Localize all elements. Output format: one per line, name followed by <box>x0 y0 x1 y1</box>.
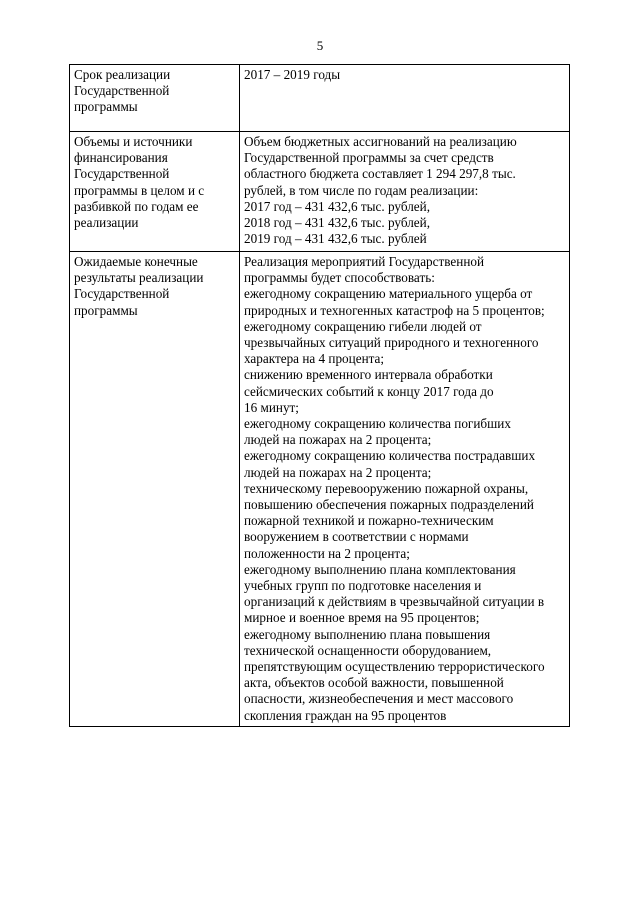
content-line: Государственной программы за счет средств <box>244 150 494 166</box>
label-line: Ожидаемые конечные <box>74 254 198 269</box>
content-line: 2017 – 2019 годы <box>244 67 341 82</box>
content-line: областного бюджета составляет 1 294 297,8 тыс. <box>244 166 516 182</box>
content-line: ежегодному выполнению плана повышения <box>244 626 491 642</box>
table-row <box>70 132 570 252</box>
content-line: опасности, жизнеобеспечения и мест массового <box>244 691 514 707</box>
content-line: технической оснащенности оборудованием, <box>244 642 492 658</box>
content-line: ежегодному сокращению количества погибших <box>244 416 511 432</box>
label-line: Срок реализации <box>74 67 171 82</box>
content-line: характера на 4 процента; <box>244 351 385 367</box>
row-label-cell <box>70 132 240 252</box>
content-line: положенности на 2 процента; <box>244 545 410 561</box>
content-line: препятствующим осуществлению террористического <box>244 659 545 675</box>
table-row <box>70 65 570 132</box>
label-line: программы <box>74 99 138 115</box>
content-line: людей на пожарах на 2 процента; <box>244 432 432 448</box>
label-line: Государственной <box>74 83 170 99</box>
label-line: программы в целом и с <box>74 182 205 198</box>
row-content-cell <box>240 65 570 132</box>
content-line: программы будет способствовать: <box>244 270 435 286</box>
label-line: реализации <box>74 215 139 231</box>
label-line: Объемы и источники <box>74 134 193 149</box>
content-line: мирное и военное время на 95 процентов; <box>244 610 480 626</box>
label-line: разбивкой по годам ее <box>74 198 199 214</box>
row-label-cell <box>70 65 240 132</box>
content-line: природных и техногенных катастроф на 5 процентов; <box>244 302 545 318</box>
content-line: ежегодному сокращению количества пострадавших <box>244 448 536 464</box>
content-line: пожарной техникой и пожарно-техническим <box>244 513 494 529</box>
row-content-cell <box>240 252 570 727</box>
content-line: сейсмических событий к концу 2017 года до <box>244 383 494 399</box>
content-line: учебных групп по подготовке населения и <box>244 578 482 594</box>
table-row <box>70 252 570 727</box>
label-line: финансирования <box>74 150 168 166</box>
content-line: Реализация мероприятий Государственной <box>244 254 485 269</box>
label-line: результаты реализации <box>74 270 204 286</box>
content-line: повышению обеспечения пожарных подразделений <box>244 497 534 513</box>
content-line: снижению временного интервала обработки <box>244 367 493 383</box>
content-line: организаций к действиям в чрезвычайной ситуации в <box>244 594 545 610</box>
content-line: скопления граждан на 95 процентов <box>244 707 447 723</box>
label-line: программы <box>74 302 138 318</box>
label-line: Государственной <box>74 286 170 302</box>
content-line: вооружением в соответствии с нормами <box>244 529 469 545</box>
label-line: Государственной <box>74 166 170 182</box>
content-line: 2019 год – 431 432,6 тыс. рублей <box>244 231 427 247</box>
page-number: 5 <box>316 38 324 53</box>
content-line: ежегодному сокращению гибели людей от <box>244 318 482 334</box>
content-line: рублей, в том числе по годам реализации: <box>244 182 479 198</box>
content-line: ежегодному сокращению материального ущерба от <box>244 286 533 302</box>
content-line: людей на пожарах на 2 процента; <box>244 464 432 480</box>
content-line: техническому перевооружению пожарной охраны, <box>244 480 529 496</box>
row-content-cell <box>240 132 570 252</box>
content-line: Объем бюджетных ассигнований на реализацию <box>244 134 517 149</box>
content-line: чрезвычайных ситуаций природного и техногенного <box>244 335 539 351</box>
content-line: акта, объектов особой важности, повышенной <box>244 675 504 691</box>
content-line: 16 минут; <box>244 399 299 415</box>
program-passport-table <box>69 64 570 727</box>
content-line: 2017 год – 431 432,6 тыс. рублей, <box>244 198 430 214</box>
row-label-cell <box>70 252 240 727</box>
content-line: ежегодному выполнению плана комплектования <box>244 561 516 577</box>
content-line: 2018 год – 431 432,6 тыс. рублей, <box>244 215 430 231</box>
